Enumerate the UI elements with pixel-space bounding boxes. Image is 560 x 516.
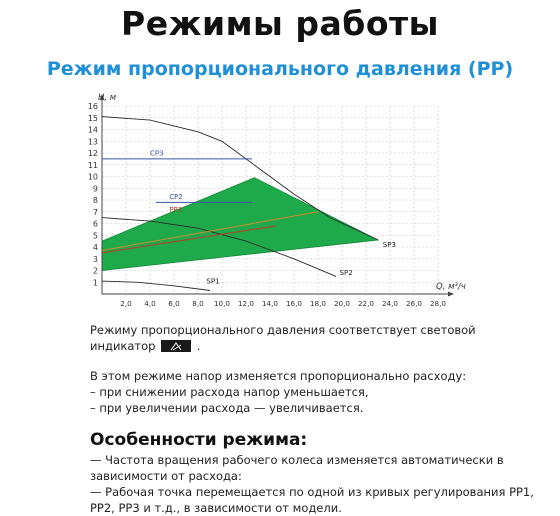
features-line4: PP2, PP3 и т.д., в зависимости от модели. [90, 501, 342, 515]
x-tick-label: 24,0 [381, 299, 399, 308]
y-tick-label: 7 [92, 207, 98, 217]
curve-label-pp3: PP3 [169, 205, 183, 214]
x-axis-arrow [448, 292, 454, 297]
x-tick-label: 8,0 [192, 299, 204, 308]
y-tick-label: 9 [92, 184, 98, 194]
curve-label-sp3: SP3 [382, 241, 396, 249]
y-tick-label: 16 [87, 102, 98, 111]
x-tick-label: 2,0 [120, 299, 132, 308]
section-heading: Особенности режима: [90, 430, 308, 450]
x-tick-label: 28,0 [429, 299, 447, 308]
proportional-line3: – при увеличении расхода — увеличивается. [90, 401, 364, 415]
paragraph-indicator-line1: Режиму пропорционального давления соответствует световой [90, 323, 476, 337]
x-tick-label: 20,0 [333, 299, 351, 308]
paragraph-indicator [90, 322, 476, 354]
x-tick-label: 14,0 [261, 299, 279, 308]
proportional-line1: В этом режиме напор изменяется пропорционально расходу: [90, 369, 467, 383]
curve-label-sp2: SP2 [339, 269, 353, 278]
y-tick-label: 13 [87, 137, 98, 147]
page-subtitle: Режим пропорционального давления (PP) [46, 58, 514, 80]
features-line1: — Частота вращения рабочего колеса изменяется автоматически в [90, 453, 504, 467]
x-axis-label: Q, м³/ч [436, 282, 466, 292]
x-tick-label: 10,0 [213, 299, 231, 308]
page-title: Режимы работы [121, 4, 439, 43]
pp-operating-region [102, 178, 378, 271]
x-tick-label: 26,0 [405, 299, 423, 308]
proportional-line2: – при снижении расхода напор уменьшается, [90, 385, 369, 399]
x-tick-label: 16,0 [285, 299, 303, 308]
features-line2: зависимости от расхода: [90, 469, 242, 483]
x-tick-label: 12,0 [237, 299, 255, 308]
curve-label-sp1: SP1 [206, 277, 220, 286]
pump-curve-chart [80, 86, 480, 308]
indicator-text: индикатор [90, 339, 156, 353]
y-tick-label: 15 [87, 113, 98, 123]
indicator-period: . [196, 339, 201, 353]
y-tick-label: 11 [87, 160, 98, 170]
paragraph-proportional [90, 368, 466, 416]
y-tick-label: 2 [92, 266, 98, 276]
pp-mode-indicator-icon [161, 340, 191, 352]
curve-label-cp3: CP3 [150, 149, 164, 158]
curve-label-cp2: CP2 [169, 192, 183, 201]
paragraph-features [90, 452, 534, 516]
x-tick-label: 6,0 [168, 299, 180, 308]
y-tick-label: 14 [87, 125, 98, 135]
y-axis-label: H, м [98, 93, 117, 103]
y-tick-label: 5 [92, 231, 98, 241]
y-tick-label: 6 [92, 219, 98, 229]
y-tick-label: 12 [87, 149, 98, 158]
y-tick-label: 8 [92, 196, 98, 205]
y-tick-label: 1 [92, 278, 98, 288]
y-tick-label: 3 [92, 254, 98, 264]
x-tick-label: 18,0 [309, 299, 327, 308]
y-tick-label: 10 [87, 172, 98, 182]
x-tick-label: 22,0 [357, 299, 375, 308]
paragraph-indicator-line2 [90, 338, 476, 354]
x-tick-label: 4,0 [144, 299, 156, 308]
features-line3: — Рабочая точка перемещается по одной из кривых регулирования PP1, [90, 485, 534, 499]
y-tick-label: 4 [92, 243, 98, 252]
